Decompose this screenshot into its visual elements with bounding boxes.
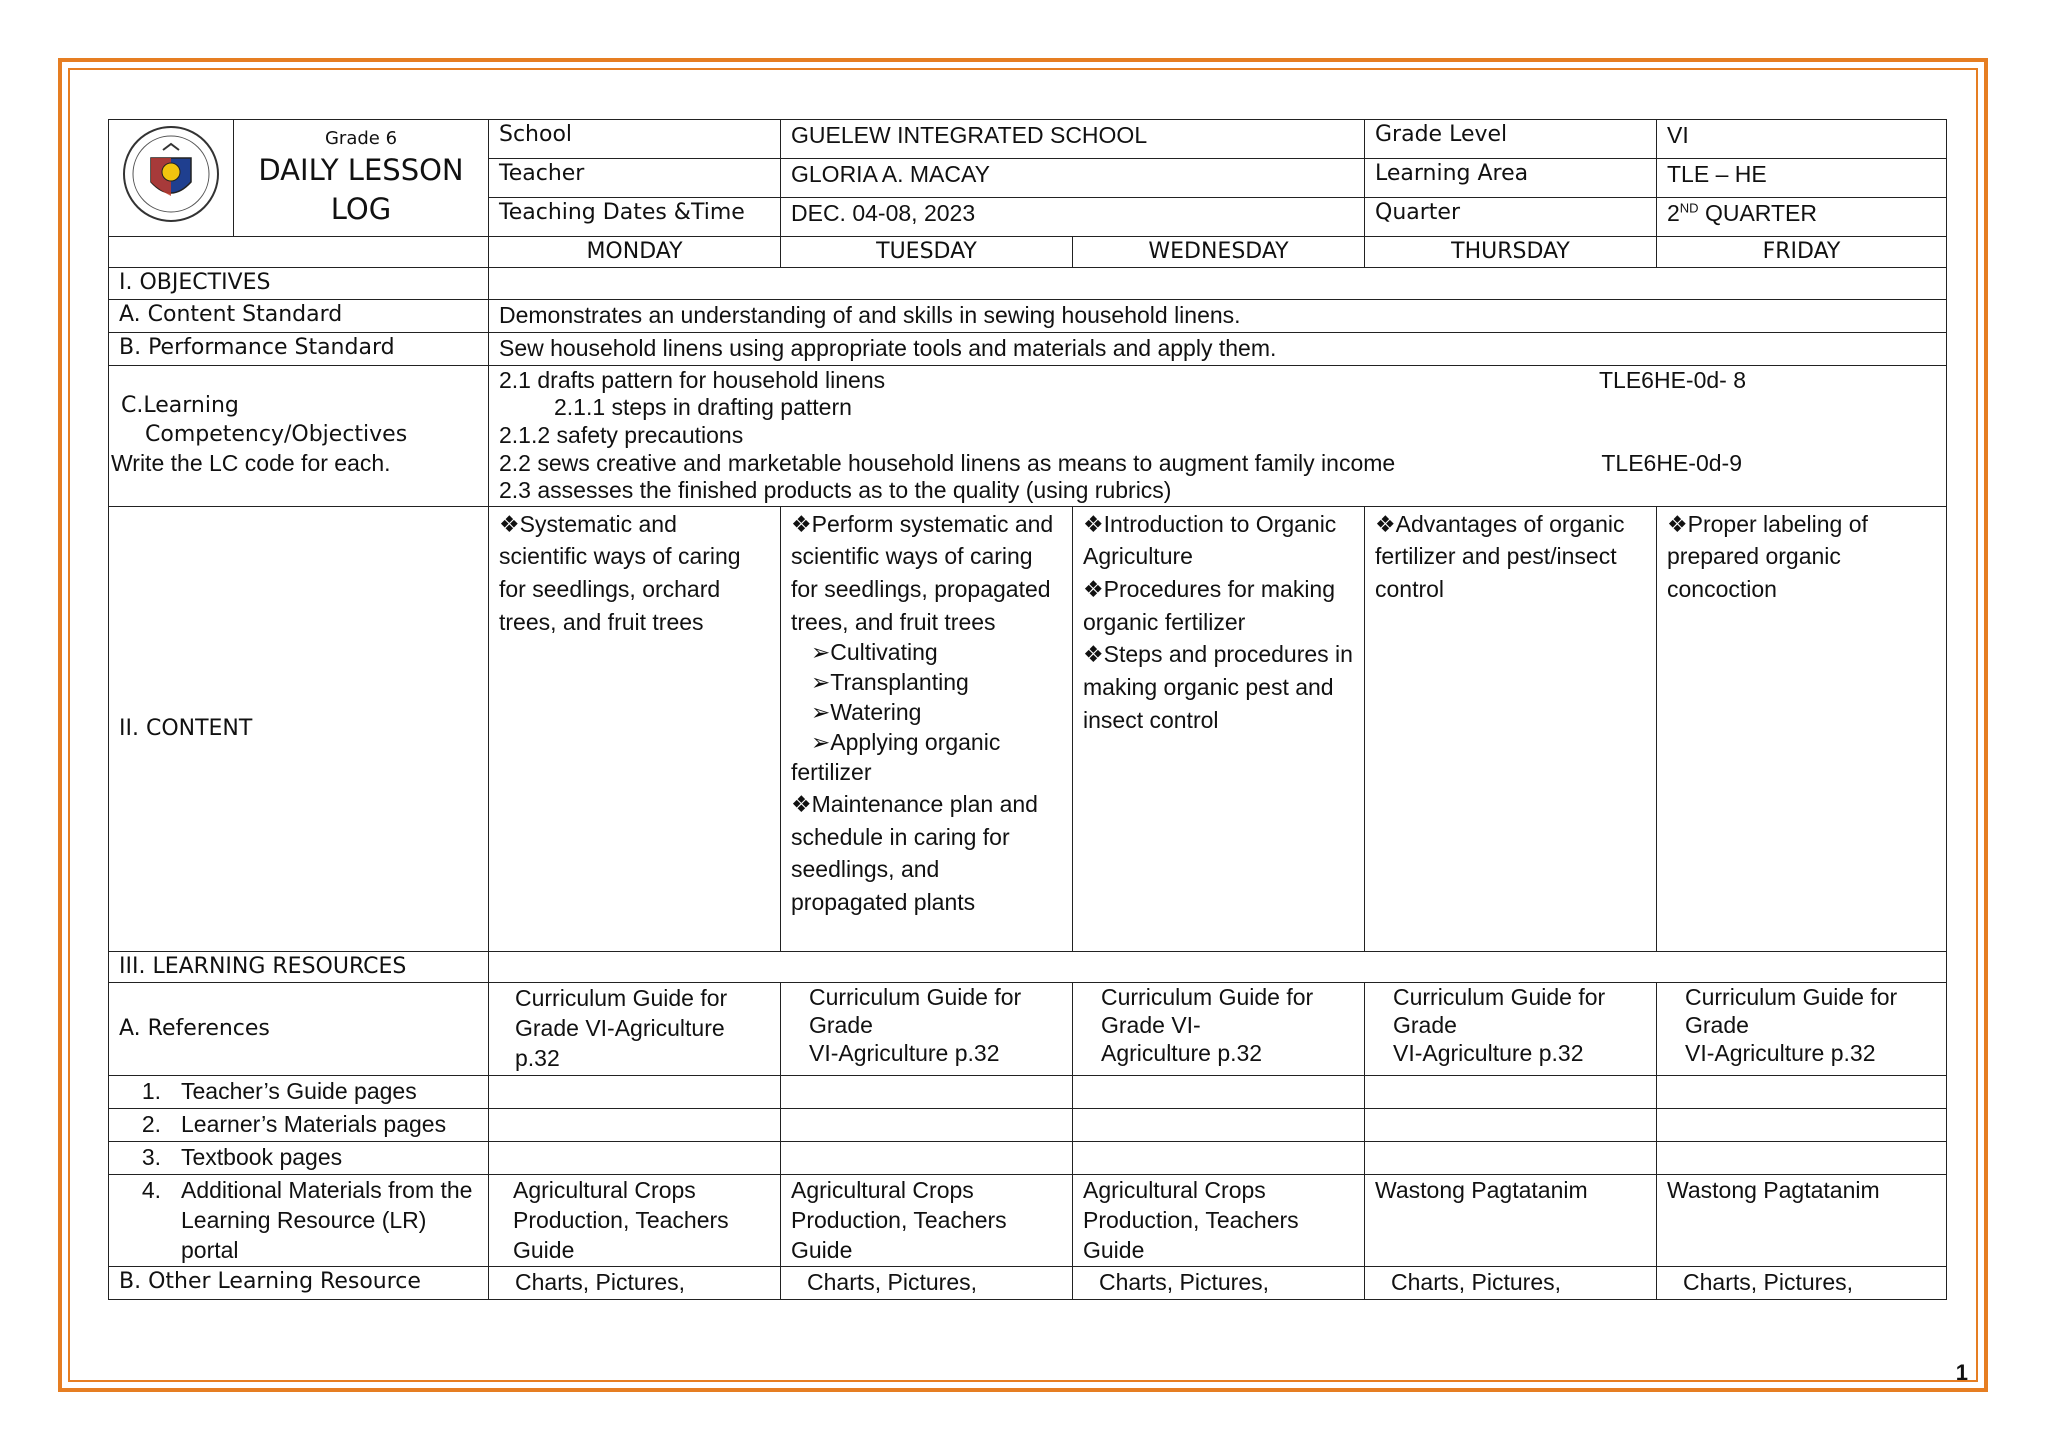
day-wednesday: WEDNESDAY: [1073, 236, 1365, 268]
school-value: GUELEW INTEGRATED SCHOOL: [781, 120, 1365, 159]
tg-friday: [1657, 1076, 1947, 1109]
learning-resources-row: [109, 951, 1947, 983]
objectives-row: [109, 268, 1947, 300]
page-number: 1: [1955, 1360, 1968, 1385]
item-2-text: Learner’s Materials pages: [181, 1110, 447, 1137]
daily-lesson-log-table: [108, 119, 1947, 1300]
grade-level-value: VI: [1657, 120, 1947, 159]
day-thursday: THURSDAY: [1365, 236, 1657, 268]
day-friday: FRIDAY: [1657, 236, 1947, 268]
lc-code-2: TLE6HE-0d-9: [1601, 449, 1742, 476]
tb-wednesday: [1073, 1141, 1365, 1174]
learners-materials-label: [109, 1108, 489, 1141]
add-monday-text: Agricultural Crops Production, Teachers Guide: [513, 1176, 729, 1263]
ref-wednesday-line-1: Curriculum Guide for Grade VI-: [1101, 984, 1314, 1039]
teacher-value: GLORIA A. MACAY: [781, 158, 1365, 197]
textbook-row: [109, 1141, 1947, 1174]
content-standard-label: A. Content Standard: [109, 300, 489, 333]
content-tuesday-sub-3: ➢ Watering: [791, 698, 1062, 728]
content-tuesday-item-2: ❖ Maintenance plan and schedule in caring for seedlings, and propagated plants: [791, 788, 1062, 919]
content-tuesday-item-1: ❖ Perform systematic and scientific ways of caring for seedlings, propagated trees, and fruit trees: [791, 508, 1062, 639]
days-row: [109, 236, 1947, 268]
content-row: [109, 506, 1947, 951]
lm-thursday: [1365, 1108, 1657, 1141]
ref-thursday-line-1: Curriculum Guide for Grade: [1393, 984, 1606, 1039]
tb-thursday: [1365, 1141, 1657, 1174]
learning-competency-label: [109, 365, 489, 506]
item-1-number: 1.: [141, 1078, 161, 1105]
tg-wednesday: [1073, 1076, 1365, 1109]
lc-line-4-text: 2.2 sews creative and marketable household linens as means to augment family income: [499, 449, 1396, 476]
lc-line-3: 2.1.2 safety precautions: [499, 422, 744, 449]
learning-competency-value: [489, 365, 1947, 506]
content-monday-item: ❖ Systematic and scientific ways of caring for seedlings, orchard trees, and fruit trees: [499, 508, 770, 639]
objectives-blank: [489, 268, 1947, 300]
header-row-school: [109, 120, 1947, 159]
performance-standard-label: B. Performance Standard: [109, 332, 489, 365]
ref-thursday-line-2: VI-Agriculture p.32: [1393, 1039, 1584, 1066]
lm-wednesday: [1073, 1108, 1365, 1141]
learning-area-value: TLE – HE: [1657, 158, 1947, 197]
content-friday: [1657, 506, 1947, 951]
ref-friday-line-2: VI-Agriculture p.32: [1685, 1039, 1876, 1066]
tb-monday: [489, 1141, 781, 1174]
content-wednesday-item-1: ❖ Introduction to Organic Agriculture: [1083, 508, 1354, 573]
title-cell: [234, 120, 489, 237]
days-row-blank: [109, 236, 489, 268]
lc-line-5: 2.3 assesses the finished products as to the quality (using rubrics): [499, 477, 1172, 504]
lc-label-2: Competency/Objectives: [145, 421, 408, 447]
objectives-heading: I. OBJECTIVES: [109, 268, 489, 300]
content-tuesday: [781, 506, 1073, 951]
grade-level-label: Grade Level: [1365, 120, 1657, 159]
content-tuesday-sub-4: ➢ Applying organic: [791, 728, 1062, 758]
performance-standard-row: [109, 332, 1947, 365]
teachers-guide-label: [109, 1076, 489, 1109]
item-4-number: 4.: [141, 1176, 161, 1203]
lc-line-2: 2.1.1 steps in drafting pattern: [554, 394, 852, 421]
ref-monday: [489, 983, 781, 1076]
lc-code-1: TLE6HE-0d- 8: [1598, 366, 1746, 393]
teachers-guide-row: [109, 1076, 1947, 1109]
tb-friday: [1657, 1141, 1947, 1174]
lc-line-1: [499, 367, 1936, 395]
learners-materials-row: [109, 1108, 1947, 1141]
other-resource-row: [109, 1267, 1947, 1300]
lm-friday: [1657, 1108, 1947, 1141]
references-row: [109, 983, 1947, 1076]
ref-thursday: [1365, 983, 1657, 1076]
content-standard-value: Demonstrates an understanding of and skills in sewing household linens.: [489, 300, 1947, 333]
tg-tuesday: [781, 1076, 1073, 1109]
content-tuesday-sub-4-cont: fertilizer: [791, 759, 872, 786]
add-friday: Wastong Pagtatanim: [1657, 1174, 1947, 1267]
item-4-text: Additional Materials from the Learning Resource (LR) portal: [181, 1176, 473, 1263]
item-1-text: Teacher’s Guide pages: [181, 1078, 417, 1105]
ref-tuesday-line-1: Curriculum Guide for Grade: [809, 984, 1022, 1039]
ref-monday-text: Curriculum Guide for Grade VI-Agriculture p.32: [515, 985, 728, 1072]
other-tuesday: Charts, Pictures,: [781, 1267, 1073, 1300]
add-wednesday: Agricultural Crops Production, Teachers Guide: [1073, 1174, 1365, 1267]
teacher-label: Teacher: [489, 158, 781, 197]
item-2-number: 2.: [141, 1110, 161, 1137]
content-label: II. CONTENT: [109, 506, 489, 951]
school-label: School: [489, 120, 781, 159]
learning-resources-heading: III. LEARNING RESOURCES: [109, 951, 489, 983]
lc-label-1: C.Learning: [121, 393, 239, 419]
content-wednesday-item-3: ❖ Steps and procedures in making organic pest and insect control: [1083, 638, 1354, 736]
add-thursday: Wastong Pagtatanim: [1365, 1174, 1657, 1267]
quarter-text: QUARTER: [1698, 199, 1818, 226]
content-thursday-item: ❖ Advantages of organic fertilizer and pest/insect control: [1375, 508, 1646, 606]
quarter-label: Quarter: [1365, 197, 1657, 236]
grade-small-label: Grade 6: [324, 128, 398, 150]
dates-value: DEC. 04-08, 2023: [781, 197, 1365, 236]
content-standard-row: [109, 300, 1947, 333]
ref-tuesday-line-2: VI-Agriculture p.32: [809, 1039, 1000, 1066]
add-monday: [489, 1174, 781, 1267]
other-friday: Charts, Pictures,: [1657, 1267, 1947, 1300]
learning-resources-blank: [489, 951, 1947, 983]
other-thursday: Charts, Pictures,: [1365, 1267, 1657, 1300]
lm-monday: [489, 1108, 781, 1141]
seal-cell: [109, 120, 234, 237]
performance-standard-value: Sew household linens using appropriate tools and materials and apply them.: [489, 332, 1947, 365]
ref-tuesday: [781, 983, 1073, 1076]
item-3-text: Textbook pages: [181, 1143, 343, 1170]
content-wednesday: [1073, 506, 1365, 951]
content-friday-item: ❖ Proper labeling of prepared organic concoction: [1667, 508, 1936, 606]
quarter-value: [1657, 197, 1947, 236]
other-monday: Charts, Pictures,: [489, 1267, 781, 1300]
item-3-number: 3.: [141, 1143, 161, 1170]
other-wednesday: Charts, Pictures,: [1073, 1267, 1365, 1300]
ref-wednesday-line-2: Agriculture p.32: [1101, 1039, 1263, 1066]
references-label: A. References: [109, 983, 489, 1076]
tg-monday: [489, 1076, 781, 1109]
content-wednesday-item-2: ❖ Procedures for making organic fertilizer: [1083, 573, 1354, 638]
title-line-1: DAILY LESSON: [258, 152, 464, 187]
content-monday: [489, 506, 781, 951]
deped-seal-icon: [121, 124, 221, 224]
day-monday: MONDAY: [489, 236, 781, 268]
add-tuesday: Agricultural Crops Production, Teachers Guide: [781, 1174, 1073, 1267]
tg-thursday: [1365, 1076, 1657, 1109]
learning-competency-row: [109, 365, 1947, 506]
day-tuesday: TUESDAY: [781, 236, 1073, 268]
content-thursday: [1365, 506, 1657, 951]
other-resource-label: B. Other Learning Resource: [109, 1267, 489, 1300]
lm-tuesday: [781, 1108, 1073, 1141]
additional-materials-label: [109, 1174, 489, 1267]
dates-label: Teaching Dates &Time: [489, 197, 781, 236]
quarter-number: 2: [1667, 199, 1680, 226]
quarter-suffix: ND: [1679, 200, 1699, 216]
learning-area-label: Learning Area: [1365, 158, 1657, 197]
content-tuesday-sub-1: ➢ Cultivating: [791, 638, 1062, 668]
ref-friday: [1657, 983, 1947, 1076]
lc-label-3: Write the LC code for each.: [111, 450, 391, 477]
lc-line-1-text: 2.1 drafts pattern for household linens: [499, 366, 886, 393]
additional-materials-row: [109, 1174, 1947, 1267]
title-line-2: LOG: [330, 191, 392, 226]
content-tuesday-sub-2: ➢ Transplanting: [791, 668, 1062, 698]
lc-line-4: [499, 450, 1936, 478]
ref-friday-line-1: Curriculum Guide for Grade: [1685, 984, 1898, 1039]
textbook-label: [109, 1141, 489, 1174]
tb-tuesday: [781, 1141, 1073, 1174]
ref-wednesday: [1073, 983, 1365, 1076]
